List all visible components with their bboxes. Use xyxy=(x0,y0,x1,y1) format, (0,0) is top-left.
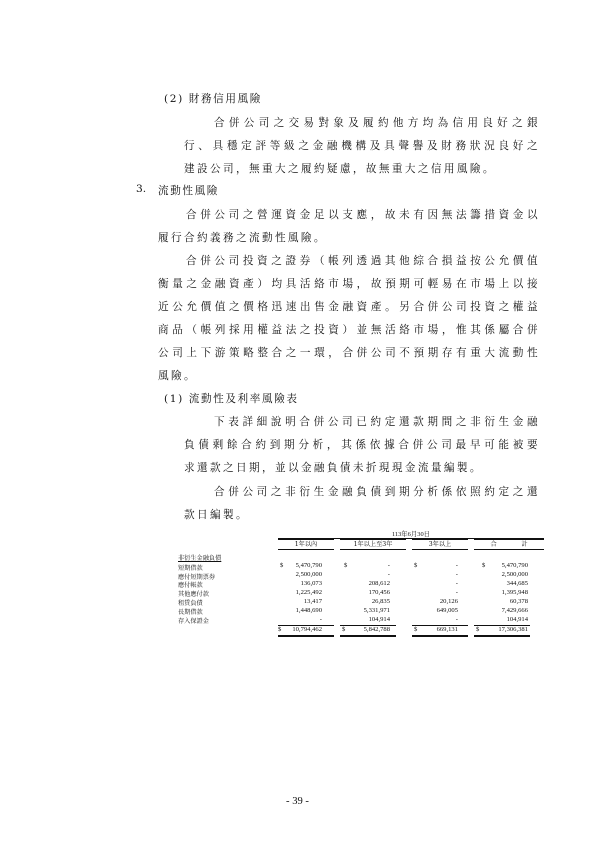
currency-symbol: $ xyxy=(344,562,348,569)
paragraph-line: 行、具穩定評等級之金融機構及具聲譽及財務狀況良好之 xyxy=(184,140,540,152)
paragraph-line: 合併公司之非衍生金融負債到期分析係依照約定之還 xyxy=(214,486,540,498)
table-cell: 13,417 xyxy=(303,598,322,605)
paragraph-line: 合併公司之營運資金足以支應，故未有因無法籌措資金以 xyxy=(186,209,540,221)
table-cell: 649,005 xyxy=(436,607,458,614)
section-title-liquidity-risk: 流動性風險 xyxy=(158,185,219,197)
paragraph-line: 風險。 xyxy=(158,370,197,382)
total-cell: 17,306,381 xyxy=(498,626,528,633)
table-cell: 1,395,948 xyxy=(501,589,528,596)
row-label: 長期借款 xyxy=(178,609,203,616)
currency-symbol: $ xyxy=(414,626,418,633)
subsection-heading-liquidity-table: (1) 流動性及利率風險表 xyxy=(164,393,299,405)
paragraph-line: 合併公司之交易對象及履約他方均為信用良好之銀 xyxy=(214,117,540,129)
section-heading-credit-risk: (2) 財務信用風險 xyxy=(164,93,262,105)
row-label: 存入保證金 xyxy=(178,618,209,625)
page-number: - 39 - xyxy=(286,796,309,807)
table-cell: - xyxy=(319,616,322,623)
table-caption-date: 113年6月30日 xyxy=(391,531,431,538)
total-cell: 5,842,788 xyxy=(363,626,390,633)
table-group-label: 非衍生金融負債 xyxy=(178,555,222,562)
section-number: 3. xyxy=(136,183,147,195)
column-header: 合 計 xyxy=(474,539,544,550)
table-cell: 104,914 xyxy=(506,616,528,623)
row-label: 其他應付款 xyxy=(178,591,209,598)
currency-symbol: $ xyxy=(414,562,418,569)
table-cell: 5,331,971 xyxy=(363,607,390,614)
table-cell: 136,073 xyxy=(300,580,322,587)
row-label: 短期借款 xyxy=(178,565,203,572)
column-header: 1年以上至3年 xyxy=(340,539,406,550)
paragraph-line: 下表詳細說明合併公司已約定還款期間之非衍生金融 xyxy=(214,416,540,428)
total-double-rule xyxy=(340,635,396,637)
row-label: 應付短期票券 xyxy=(178,573,216,581)
column-header: 3年以上 xyxy=(412,539,468,550)
currency-symbol: $ xyxy=(482,562,486,569)
table-cell: 60,378 xyxy=(509,598,528,605)
table-cell: 104,914 xyxy=(368,616,390,623)
table-cell: 5,470,790 xyxy=(501,562,528,569)
table-cell: 7,429,666 xyxy=(501,607,528,614)
paragraph-line: 建設公司，無重大之履約疑慮，故無重大之信用風險。 xyxy=(184,163,496,175)
table-cell: - xyxy=(455,580,458,587)
table-cell: 344,685 xyxy=(506,580,528,587)
paragraph-line: 公司上下游策略整合之一環，合併公司不預期存有重大流動性 xyxy=(158,347,540,359)
column-header: 1年以內 xyxy=(278,539,334,550)
total-double-rule xyxy=(278,635,334,637)
paragraph-line: 履行合約義務之流動性風險。 xyxy=(158,232,327,244)
row-label: 應付帳款 xyxy=(178,582,203,589)
table-cell: - xyxy=(455,589,458,596)
table-cell: - xyxy=(387,571,390,578)
table-cell: 20,126 xyxy=(439,598,458,605)
table-cell: 170,456 xyxy=(368,589,390,596)
currency-symbol: $ xyxy=(278,626,282,633)
currency-symbol: $ xyxy=(342,626,346,633)
row-label: 租賃負債 xyxy=(178,600,203,607)
table-cell: 2,500,000 xyxy=(295,571,322,578)
total-double-rule xyxy=(474,635,530,637)
total-cell: 10,794,462 xyxy=(292,626,322,633)
table-cell: - xyxy=(455,616,458,623)
table-cell: - xyxy=(455,571,458,578)
paragraph-line: 商品（帳列採用權益法之投資）並無活絡市場，惟其係屬合併 xyxy=(158,324,540,336)
currency-symbol: $ xyxy=(280,562,284,569)
paragraph-line: 合併公司投資之證券（帳列透過其他綜合損益按公允價值 xyxy=(186,255,540,267)
paragraph-line: 近公允價值之價格迅速出售金融資產。另合併公司投資之權益 xyxy=(158,301,540,313)
table-cell: 208,612 xyxy=(368,580,390,587)
total-cell: 669,131 xyxy=(436,626,458,633)
currency-symbol: $ xyxy=(476,626,480,633)
table-cell: 1,448,690 xyxy=(295,607,322,614)
table-cell: - xyxy=(387,562,390,569)
table-cell: - xyxy=(455,562,458,569)
paragraph-line: 求還款之日期，並以金融負債未折現現金流量編製。 xyxy=(184,462,483,474)
table-cell: 26,835 xyxy=(371,598,390,605)
total-double-rule xyxy=(412,635,468,637)
paragraph-line: 款日編製。 xyxy=(184,509,249,521)
paragraph-line: 負債剩餘合約到期分析，其係依據合併公司最早可能被要 xyxy=(184,439,540,451)
table-cell: 5,470,790 xyxy=(295,562,322,569)
table-cell: 1,225,492 xyxy=(295,589,322,596)
table-cell: 2,500,000 xyxy=(501,571,528,578)
paragraph-line: 衡量之金融資產）均具活絡市場，故預期可輕易在市場上以接 xyxy=(158,278,540,290)
